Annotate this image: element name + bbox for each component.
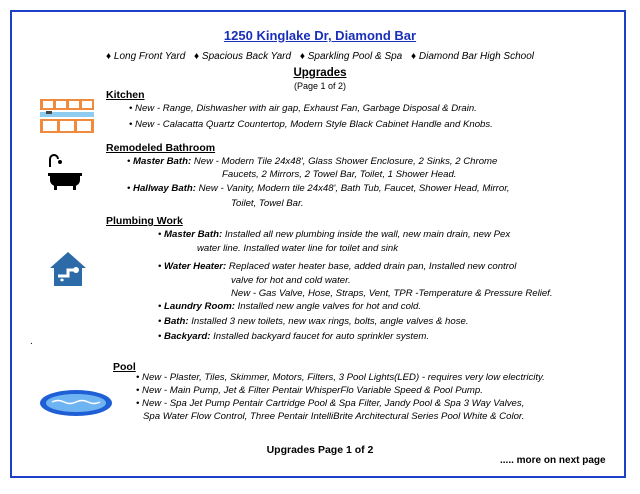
water-heater-line: • Water Heater: Replaced water heater base, added drain pan, Installed new control bbox=[158, 261, 517, 272]
hallway-bath-line: • Hallway Bath: New - Vanity, Modern tile 24x48', Bath Tub, Faucet, Shower Head, Mirror, bbox=[127, 183, 510, 194]
upgrades-heading: Upgrades bbox=[293, 67, 347, 79]
kitchen-line: • New - Calacatta Quartz Countertop, Modern Style Black Cabinet Handle and Knobs. bbox=[129, 119, 493, 130]
kitchen-icon bbox=[38, 97, 96, 135]
bathtub-icon bbox=[46, 153, 84, 191]
plumbing-master-line: • Master Bath: Installed all new plumbing inside the wall, new main drain, new Pex bbox=[158, 229, 511, 240]
feature-item: ♦ Sparkling Pool & Spa bbox=[299, 51, 403, 62]
water-heater-cont: valve for hot and cold water. bbox=[231, 275, 351, 286]
pool-heading: Pool bbox=[113, 361, 136, 373]
property-title: 1250 Kinglake Dr, Diamond Bar bbox=[223, 28, 417, 43]
more-next-page: ..... more on next page bbox=[500, 455, 606, 466]
bath-line: • Bath: Installed 3 new toilets, new wax rings, bolts, angle valves & hose. bbox=[158, 316, 469, 327]
plumbing-master-cont: water line. Installed water line for toilet and sink bbox=[197, 243, 399, 254]
kitchen-heading: Kitchen bbox=[106, 89, 145, 101]
bathroom-heading: Remodeled Bathroom bbox=[106, 142, 216, 154]
upgrades-page-label: (Page 1 of 2) bbox=[293, 81, 347, 91]
hallway-bath-line-cont: Toilet, Towel Bar. bbox=[231, 198, 304, 209]
stray-dot: . bbox=[30, 336, 33, 347]
plumbing-house-icon bbox=[48, 250, 88, 290]
pool-line-cont: Spa Water Flow Control, Three Pentair IntelliBrite Architectural Series Pool White & Color. bbox=[143, 411, 525, 422]
water-heater-cont2: New - Gas Valve, Hose, Straps, Vent, TPR -Temperature & Pressure Relief. bbox=[231, 288, 553, 299]
plumbing-heading: Plumbing Work bbox=[106, 215, 183, 227]
pool-line: • New - Main Pump, Jet & Filter Pentair WhisperFlo Variable Speed & Pool Pump. bbox=[136, 385, 483, 396]
pool-line: • New - Spa Jet Pump Pentair Cartridge Pool & Spa Filter, Jandy Pool & Spa 3 Way Valves, bbox=[136, 398, 525, 409]
footer-page-label: Upgrades Page 1 of 2 bbox=[266, 444, 374, 456]
master-bath-line-cont: Faucets, 2 Mirrors, 2 Towel Bar, Toilet, 1 Shower Head. bbox=[222, 169, 457, 180]
laundry-line: • Laundry Room: Installed new angle valves for hot and cold. bbox=[158, 301, 422, 312]
feature-item: ♦ Spacious Back Yard bbox=[194, 51, 292, 62]
feature-item: ♦ Diamond Bar High School bbox=[411, 51, 534, 62]
feature-item: ♦ Long Front Yard bbox=[106, 51, 186, 62]
pool-line: • New - Plaster, Tiles, Skimmer, Motors, Filters, 3 Pool Lights(LED) - requires very low electricity. bbox=[136, 372, 545, 383]
master-bath-line: • Master Bath: New - Modern Tile 24x48', Glass Shower Enclosure, 2 Sinks, 2 Chrome bbox=[127, 156, 498, 167]
feature-list bbox=[0, 51, 640, 62]
kitchen-line: • New - Range, Dishwasher with air gap, Exhaust Fan, Garbage Disposal & Drain. bbox=[129, 103, 477, 114]
backyard-line: • Backyard: Installed backyard faucet for auto sprinkler system. bbox=[158, 331, 430, 342]
pool-icon bbox=[38, 388, 114, 418]
